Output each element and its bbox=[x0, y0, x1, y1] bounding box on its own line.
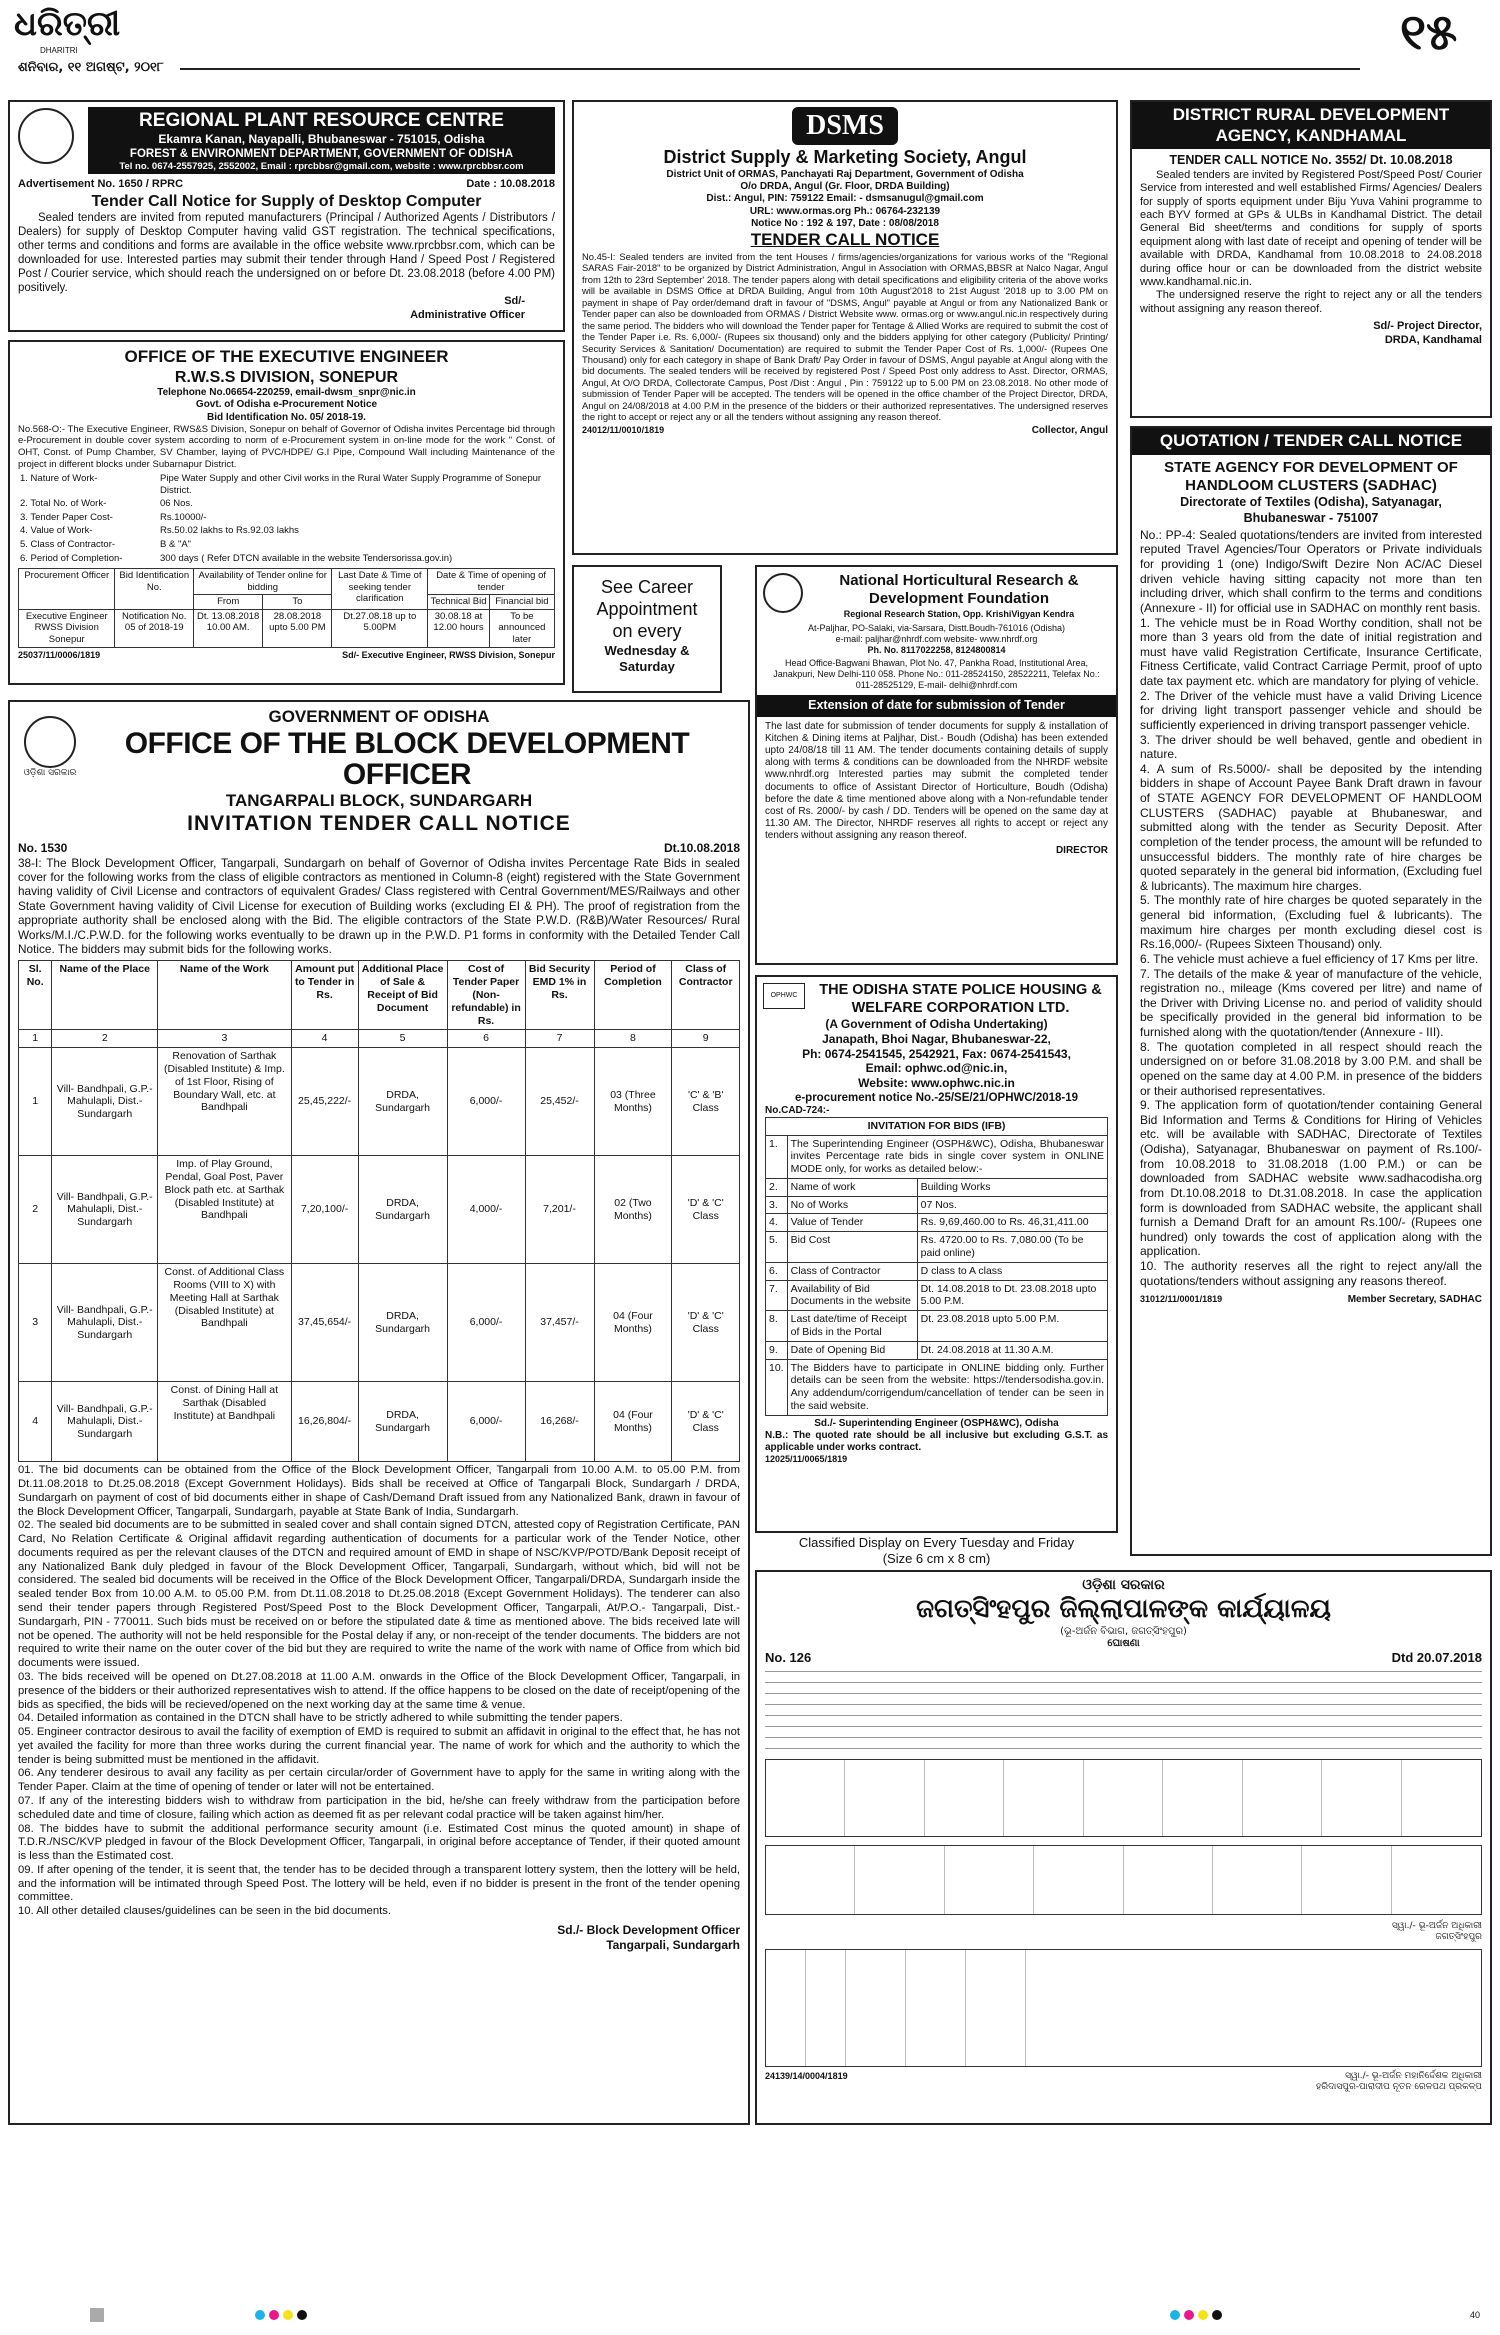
rwss-title: OFFICE OF THE EXECUTIVE ENGINEER bbox=[124, 347, 449, 366]
rprc-dept: FOREST & ENVIRONMENT DEPARTMENT, GOVERNMENT OF ODISHA bbox=[129, 147, 514, 160]
bdo-term: 04. Detailed information as contained in the DTCN shall have to be strictly adhered to while submitting the tender papers. bbox=[18, 1712, 623, 1725]
sadhac-ad bbox=[1130, 426, 1492, 1556]
drda-heading: TENDER CALL NOTICE No. 3552/ Dt. 10.08.2018 bbox=[1169, 153, 1453, 168]
masthead-rule bbox=[180, 68, 1360, 70]
bdo-ad bbox=[8, 700, 750, 2125]
sadhac-item: 10. The authority reserves all the right to reject any/all the quotations/tenders without assigning any reasons thereof. bbox=[1140, 1259, 1482, 1288]
jagat-body bbox=[765, 1671, 1482, 1754]
table-row: 2. Name of work Building Works bbox=[766, 1178, 1108, 1196]
rprc-address: Ekamra Kanan, Nayapalli, Bhubaneswar - 751015, Odisha bbox=[158, 132, 485, 147]
rprc-heading: Tender Call Notice for Supply of Desktop Computer bbox=[91, 192, 482, 210]
rwss-tel: Telephone No.06654-220259, email-dwsm_snpr@nic.in bbox=[157, 387, 416, 399]
table-row: 1 Vill- Bandhpali, G.P.- Mahulapli, Dist.- Sundargarh Renovation of Sarthak (Disabled Institute) & Imp. of 1st Floor, Rising of Boundary Wall, etc. at Bandhpali 25,45,222/- DRDA, Sundargarh 6,000/- 25,452/- 03 (Three Months) 'C' & 'B' Class bbox=[19, 1048, 740, 1156]
table-row: 7. Availability of Bid Documents in the website Dt. 14.08.2018 to Dt. 23.08.2018 upto 5.00 P.M. bbox=[766, 1280, 1108, 1311]
nhrdf-ho: Head Office-Bagwani Bhawan, Plot No. 47, Pankha Road, Institutional Area, Janakpuri, New Delhi-110 058. Phone No.: 011-28524150, 28522211, Telefax No.: 011-28525129, E-mail- delhi@nhrdf.com bbox=[773, 658, 1100, 691]
bdo-title: OFFICE OF THE BLOCK DEVELOPMENT OFFICER bbox=[124, 726, 690, 792]
sadhac-title: STATE AGENCY FOR DEVELOPMENT OF HANDLOOM CLUSTERS (SADHAC) bbox=[1164, 458, 1458, 495]
sadhac-item: 2. The Driver of the vehicle must have a valid Driving Licence for driving light transport passenger vehicle and should be sufficiently experienced in driving transport passenger vehicle. bbox=[1140, 688, 1482, 732]
ophwc-ref: 12025/11/0065/1819 bbox=[765, 1454, 848, 1465]
dsms-line2: O/o DRDA, Angul (Gr. Floor, DRDA Building) bbox=[740, 181, 950, 193]
rprc-ad bbox=[8, 100, 565, 332]
sadhac-sub: Directorate of Textiles (Odisha), Satyanagar, Bhubaneswar - 751007 bbox=[1180, 495, 1442, 525]
ophwc-cad: No.CAD-724:- bbox=[765, 1104, 830, 1116]
dsms-ref: 24012/11/0010/1819 bbox=[582, 424, 665, 435]
career-line2: Appointment bbox=[596, 598, 698, 619]
rwss-items bbox=[18, 472, 555, 565]
ophwc-l1: (A Government of Odisha Undertaking) bbox=[825, 1017, 1048, 1032]
color-bar bbox=[90, 2308, 104, 2322]
sadhac-ref: 31012/11/0001/1819 bbox=[1140, 1294, 1223, 1305]
ophwc-title: THE ODISHA STATE POLICE HOUSING & WELFARE CORPORATION LTD. bbox=[819, 982, 1102, 1016]
footer-page-no: 40 bbox=[1470, 2310, 1481, 2320]
drda-title1: DISTRICT RURAL DEVELOPMENT bbox=[1172, 105, 1450, 124]
nhrdf-addr1: At-Paljhar, PO-Salaki, via-Sarsara, Distt.Boudh-761016 (Odisha) bbox=[807, 622, 1066, 633]
table-row: 4 Vill- Bandhpali, G.P.- Mahulapli, Dist.- Sundargarh Const. of Dining Hall at Sarthak (Disabled Institute) at Bandhpali 16,26,804/- DRDA, Sundargarh 6,000/- 16,268/- 04 (Four Months) 'D' & 'C' Class bbox=[19, 1382, 740, 1462]
jagat-title: ଜଗତ୍‌ସିଂହପୁର ଜିଲ୍ଲାପାଳଙ୍କ କାର୍ଯ୍ୟାଳୟ bbox=[916, 1594, 1331, 1625]
ophwc-sign: Sd./- Superintending Engineer (OSPH&WC), Odisha bbox=[814, 1417, 1059, 1429]
masthead-date: ଶନିବାର, ୧୧ ଅଗଷ୍ଟ, ୨୦୧୮ bbox=[18, 60, 164, 75]
jagat-table-1 bbox=[765, 1759, 1482, 1837]
jagat-date: Dtd 20.07.2018 bbox=[1391, 1650, 1482, 1666]
jagat-sign-block: ସ୍ୱା./- ଭୂ-ଅର୍ଜନ ଅଧିକାରୀ ଜଗତ୍‌ସିଂହପୁର bbox=[1391, 1921, 1482, 1942]
rprc-sign: Sd/- Administrative Officer bbox=[410, 295, 525, 321]
jagat-table-2 bbox=[765, 1845, 1482, 1915]
bdo-term: 07. If any of the interesting bidders wish to withdraw from participation in the bid, he/she can freely withdraw from the participation before scheduled date and time of closure, failing which action as deemed fit as per relevant codal practice will be taken against him/her. bbox=[18, 1794, 740, 1821]
rwss-item: 1. Nature of Work- Pipe Water Supply and other Civil works in the Rural Water Supply Programme of Sonepur District. bbox=[20, 473, 542, 496]
rprc-contact: Tel no. 0674-2557925, 2552002, Email : rprcbbsr@gmail.com, website : www.rprcbbsr.com bbox=[119, 160, 524, 172]
rwss-table: Procurement Officer Bid Identification No. Availability of Tender online for bidding Last Date & Time of seeking tender clarification Date & Time of opening of tender From To Technical Bid Financial bid Executive Engineer RWSS Division Sonepur Notification No. 05 of 2018-19 Dt. 13.08.2018 10.00 AM. 28.08.2018 upto 5.00 PM Dt.27.08.18 up to 5.00PM 30.08.18 at 12.00 hours To be announced later bbox=[18, 568, 555, 647]
career-line3: on every bbox=[612, 620, 682, 641]
bdo-term: 08. The biddes have to submit the additional performance security amount (i.e. Estimated Cost minus the quoted amount) in shape of T.D.R./NSC/KVP pledged in favour of the Block Development Officer, Tangarpali, in original before acceptance of Tender, if their quoted amount is less than the Estimated cost. bbox=[18, 1822, 740, 1863]
newspaper-logo-sub: DHARITRI bbox=[40, 46, 78, 55]
rwss-bid: Bid Identification No. 05/ 2018-19. bbox=[207, 411, 366, 423]
ophwc-logo: OPHWC bbox=[763, 983, 805, 1009]
career-line1: See Career bbox=[600, 577, 694, 597]
dsms-heading: TENDER CALL NOTICE bbox=[750, 230, 940, 250]
table-row: 9. Date of Opening Bid Dt. 24.08.2018 at 11.30 A.M. bbox=[766, 1341, 1108, 1359]
rwss-sign: Sd/- Executive Engineer, RWSS Division, Sonepur bbox=[342, 649, 555, 660]
dsms-line3: Dist.: Angul, PIN: 759122 Email: - dsmsanugul@gmail.com bbox=[706, 193, 984, 205]
bdo-term: 05. Engineer contractor desirous to avail the facility of exemption of EMD is required to submit an affidavit in original to the effect that, he has not yet availed the facility for more than three works during the current financial year. The name of work for which and the authority to which the tender is being submitted must be mentioned in the affidavit. bbox=[18, 1726, 740, 1766]
dsms-sign: Collector, Angul bbox=[1031, 424, 1108, 436]
dsms-line5: Notice No : 192 & 197, Date : 08/08/2018 bbox=[751, 217, 939, 229]
dsms-body: No.45-I: Sealed tenders are invited from the tent Houses / firms/agencies/organizations for various works of the "Regional SARAS Fair-2018" to be organized by District Administration, Angul in Association with ORMAS,BBSR at Nalco Nagar, Angul from 12th to 23rd September' 2018. The tender papers along with detail specifications and eligibility criteria of the above works will be available in DSMS Office at DRDA Building, Angul from 10th August'2018 to 21st August '2018 up to 3.00 PM on payment in shape of Pay order/demand draft in favour of "DSMS, Angul" payable at Angul or from any Nationalized Bank or Tender paper can also be downloaded from ORMAS / District Website www. ormas.org or www.angul.nic.in respectively during the same period. The bidders who will download the Tender paper for Tentage & Allied Works are required to submit the cost of the Tender Paper i.e. Rs. 6,000/- (Rupees six thousand) only and the bidders applying for other category (Publicity/ Printing/ Security Services & Sanitation/ Documentation) are required to submit the Tender Paper Cost of Rs. 1,000/- (Rupees One Thousand) only for each category in shape of Bank Draft/ Pay Order in favour of DSMS, Angul payable at Angul along with the bid documents. The sealed tenders will be received by registered Post / Speed Post only address to Asst. Director, ORMAS, Angul, At O/O DRDA, Collectorate Campus, Post /Dist : Angul , Pin : 759122 up to 5.00 PM on 23.08.2018. No other mode of submission of Tender Paper will be accepted. The tenders will be opened in the office chamber of the Project Director, DRDA, Angul on 24/08/2018 at 4.00 P.M in the presence of the bidders or their authorized representatives. The undersigned reserves the right to accept or reject any or all the tenders without assigning any reason thereof. bbox=[582, 250, 1108, 423]
jagat-table-3 bbox=[765, 1949, 1482, 2067]
nhrdf-title: National Horticultural Research & Development Foundation bbox=[839, 572, 1079, 608]
bdo-intro: 38-I: The Block Development Officer, Tangarpali, Sundargarh on behalf of Governor of Odisha invites Percentage Rate Bids in sealed cover for the following works from the class of eligible contractors as mentioned in Column-8 (eight) registered with the State Government having validity of Civil License and contractors of equivalent Grades/ Class registered with Central Government/MES/Railways and other State Government having validity of Civil License for execution of Building works (excluding EI & PH). The proof of registration from the appropriate authority shall be enclosed along with the Bid. The eligible contractors of the State P.W.D. (R&B)/Water Resources/ Rural Works/M.I./C.P.W.D. for the following works eventually to be drawn up in the P.W.D. P1 forms in conformity with the Detailed Tender Call Notice. The bidders may submit bids for the following works. bbox=[18, 855, 740, 957]
rwss-govt: Govt. of Odisha e-Procurement Notice bbox=[195, 399, 378, 411]
newspaper-logo: ଧରିତ୍ରୀ bbox=[14, 4, 121, 44]
bdo-table bbox=[18, 960, 740, 1462]
bdo-no: No. 1530 bbox=[18, 841, 68, 856]
table-row: 8. Last date/time of Receipt of Bids in the Portal Dt. 23.08.2018 upto 5.00 P.M. bbox=[766, 1311, 1108, 1342]
bdo-table-header: Sl. No. Name of the Place Name of the Work Amount put to Tender in Rs. Additional Place of Sale & Receipt of Bid Document Cost of Tender Paper (Non-refundable) in Rs. Bid Security EMD 1% in Rs. Period of Completion Class of Contractor bbox=[19, 961, 740, 1030]
sadhac-item: 7. The details of the make & year of manufacture of the vehicle, registration no., mileage (Kms covered per litre) and name of the Driver with Driving License no. and period of validity should be specifically provided in the general bid information to be furnished along with the quotation/tender (Annexure - III). bbox=[1140, 966, 1482, 1040]
masthead bbox=[0, 0, 1500, 78]
sadhac-item: 3. The driver should be well behaved, gentle and obedient in nature. bbox=[1140, 732, 1482, 762]
sadhac-item: 9. The application form of quotation/tender containing General Bid Information and Terms & Conditions for Hiring of Vehicles etc. will be available with SADHAC, Directorate of Textiles (Odisha), Satyanagar, Bhubaneswar on payment of Rs.100/- from 10.08.2018 to 31.08.2018 (1.00 P.M.) or can be downloaded from SADHAC website www.sadhacodisha.org from Dt.10.08.2018 to Dt.31.08.2018. In case the application form is downloaded from SADHAC website, the applicant shall furnish a Demand Draft for an amount Rs.100/- (Rupees one hundred) only towards the cost of application along with the application. bbox=[1140, 1098, 1482, 1259]
drda-body: Sealed tenders are invited by Registered Post/Speed Post/ Courier Service from interested and well established Firms/ Agencies/ Dealers for supply of sports equipment under Biju Yuva Vahini programme to each BYV formed at GPs & ULBs in Kandhamal District. The detail General Bid sheet/terms and conditions for supply of sports equipment along with last date of receipt and opening of tender will be available with DRDA, Kandhamal from 10.08.2018 to 24.08.2018 during office hour or can be downloaded from the district website www.kandhamal.nic.in. bbox=[1140, 168, 1482, 288]
ophwc-table: INVITATION FOR BIDS (IFB) 1. The Superintending Engineer (OSPH&WC), Odisha, Bhubaneswar invites Percentage rate bids in single cover system in ONLINE MODE only, for works as detailed below:- 2. Name of work Building Works 3. No of Works 07 Nos. 4. Value of Tender Rs. 9,69,460.00 to Rs. 46,31,411.00 5. Bid Cost Rs. 4720.00 to Rs. 7,080.00 (To be paid online) 6. Class of Contractor D class to A class 7. Availability of Bid Documents in the website Dt. 14.08.2018 to Dt. 23.08.2018 upto 5.00 P.M. 8. Last date/time of Receipt of Bids in the Portal Dt. 23.08.2018 upto 5.00 P.M. 9. Date of Opening Bid Dt. 24.08.2018 at 11.30 A.M. 10. The Bidders have to participate in ONLINE bidding only. Further details can be seen from the website: https://tendersodisha.gov.in. Any addendum/corrigendum/cancellation of tender can be seen in the said website. bbox=[765, 1117, 1108, 1416]
drda-body2: The undersigned reserve the right to reject any or all the tenders without assigning any reason thereof. bbox=[1140, 289, 1482, 315]
ophwc-l6: e-procurement notice No.-25/SE/21/OPHWC/2018-19 bbox=[794, 1091, 1079, 1104]
nhrdf-logo bbox=[763, 573, 803, 613]
sadhac-intro: No.: PP-4: Sealed quotations/tenders are invited from interested reputed Travel Agencies/Tour Operators or Private individuals for providing 1 (one) Indigo/Swift Dezire Non AC/AC Diesel driven vehicle having sitting capacity not more than ten including driver, which shall confirm to the terms and conditions (Annexure - II) for official use in SADHAC on monthly rent basis. bbox=[1140, 527, 1482, 615]
drda-sign: Sd/- Project Director, DRDA, Kandhamal bbox=[1373, 320, 1482, 346]
sadhac-item: 6. The vehicle must achieve a fuel efficiency of 17 Kms per litre. bbox=[1140, 951, 1479, 966]
rwss-item: 6. Period of Completion- 300 days ( Refer DTCN available in the website Tendersorissa.gov.in) bbox=[20, 552, 453, 564]
rprc-logo bbox=[18, 108, 74, 164]
rwss-item: 2. Total No. of Work- 06 Nos. bbox=[20, 498, 193, 510]
rwss-item: 3. Tender Paper Cost- Rs.10000/- bbox=[20, 511, 207, 523]
bdo-date: Dt.10.08.2018 bbox=[663, 841, 740, 856]
drda-ad bbox=[1130, 100, 1492, 418]
drda-title2: AGENCY, KANDHAMAL bbox=[1215, 125, 1407, 145]
bdo-term: 03. The bids received will be opened on Dt.27.08.2018 at 11.00 A.M. onwards in the Office of the Block Development Officer, Tangarpali, in presence of the bidders or their authorized representatives wish to attend. If the office happens to be closed on the date of receipt/opening of the bids as specified, the bids will be recieved/opened on the next working day at the same time & venue. bbox=[18, 1670, 740, 1711]
sadhac-item: 1. The vehicle must be in Road Worthy condition, shall not be more than 3 years old from the date of initial registration and must have valid Registration Certificate, Insurance Certificate, Fitness Certificate, valid Contract Carriage Permit, proof of upto date tax payment etc. which are mandatory for plying of vehicle. bbox=[1140, 615, 1482, 689]
sadhac-bar: QUOTATION / TENDER CALL NOTICE bbox=[1132, 428, 1490, 455]
dsms-line1: District Unit of ORMAS, Panchayati Raj Department, Government of Odisha bbox=[666, 169, 1024, 181]
rwss-row: Executive Engineer RWSS Division Sonepur Notification No. 05 of 2018-19 Dt. 13.08.2018 10.00 AM. 28.08.2018 upto 5.00 PM Dt.27.08.18 up to 5.00PM 30.08.18 at 12.00 hours To be announced later bbox=[19, 609, 555, 647]
rprc-date: Date : 10.08.2018 bbox=[466, 178, 555, 191]
nhrdf-sign: DIRECTOR bbox=[1055, 844, 1108, 856]
bdo-heading: INVITATION TENDER CALL NOTICE bbox=[187, 812, 571, 836]
nhrdf-body: The last date for submission of tender documents for supply & installation of Kitchen & Dining items at Paljhar, Dist.- Boudh (Odisha) has been extended upto 24/08/18 till 11 AM. The tender documents containing details of supply along with terms & conditions can be downloaded from the NHRDF website www.nhrdf.org Interested parties may submit the completed tender documents to office of Assistant Director of Horticulture, Boudh (Odisha) before the date & time mentioned above along with a Non-refundable tender cost of Rs. 2000/- by cash / DD. Tenders will be opened on the same day at 11.30 AM. The Director, NHRDF reserves all rights to accept or reject any tenders without assigning any reason thereof. bbox=[765, 720, 1108, 842]
jagatsinghpur-ad bbox=[755, 1570, 1492, 2125]
dsms-title: District Supply & Marketing Society, Angul bbox=[663, 147, 1027, 168]
nhrdf-addr2: e-mail: paljhar@nhrdf.com website- www.nhrdf.org bbox=[835, 633, 1038, 644]
sadhac-item: 5. The monthly rate of hire charges be quoted separately in the general bid information, (Excluding fuel & lubricants). The maximum hire charges per month excluding diesel cost is Rs.16,000/- (Rupees Sixteen Thousand) only. bbox=[1140, 893, 1482, 952]
ophwc-l2: Janapath, Bhoi Nagar, Bhubaneswar-22, bbox=[822, 1032, 1051, 1046]
print-marks bbox=[0, 2300, 1500, 2335]
rwss-item: 5. Class of Contractor- B & "A" bbox=[20, 539, 192, 551]
rwss-item: 4. Value of Work- Rs.50.02 lakhs to Rs.92.03 lakhs bbox=[20, 525, 299, 537]
cmyk-dots bbox=[1170, 2310, 1222, 2320]
career-box bbox=[572, 565, 722, 693]
sadhac-sign: Member Secretary, SADHAC bbox=[1347, 1294, 1482, 1306]
bdo-sign: Sd./- Block Development Officer Tangarpali, Sundargarh bbox=[557, 1923, 740, 1952]
rprc-body: Sealed tenders are invited from reputed manufacturers (Principal / Authorized Agents / Distributors / Dealers) for supply of Desktop Computer having valid GST registration. The technical specifications, other terms and conditions and forms are available in the office website www.rprcbbsr.com, which can be downloaded for use. Interested parties may submit their tender through Hand / Speed Post / Registered Post / Courier service, which should reach the undersigned on or before Dt. 23.08.2018 (before 4.00 PM) positively. bbox=[18, 212, 555, 295]
ophwc-nb: N.B.: The quoted rate should be all inclusive but excluding G.S.T. as applicable under works contract. bbox=[765, 1430, 1108, 1454]
jagat-ref: 24139/14/0004/1819 bbox=[765, 2070, 848, 2081]
bdo-term: 06. Any tenderer desirous to avail any facility as per certain circular/order of Government have to apply for the same in writing along with the Tender Paper. Claim at the time of opening of tender or later will not be entertained. bbox=[18, 1767, 740, 1794]
bdo-term: 01. The bid documents can be obtained from the Office of the Block Development Officer, Tangarpali from 10.00 A.M. to 05.00 P.M. from Dt.11.08.2018 to Dt.25.08.2018 (Except Government Holidays). Bids shall be received at Office of Tangarpali Block, Sundargarh / DRDA, Sundargarh on payment of cost of bid documents either in shape of Cash/Demand Draft issued from any Nationalized Bank, drawn in favour of the Block Development Officer, Tangarpali, Sundargarh, payable at State Bank of India, Sundargarh. bbox=[18, 1464, 740, 1518]
nhrdf-addr3: Ph. No. 8117022258, 8124800814 bbox=[867, 644, 1006, 655]
nhrdf-ad bbox=[755, 565, 1118, 965]
bdo-term: 09. If after opening of the tender, it is seent that, the tender has to be decided through a transparent lottery system, then the lottery will be held, and the information will be intimated through Speed Post. The lottery will be held, even if no bidder is present in the front of the tender opening committee. bbox=[18, 1863, 740, 1904]
jagat-govt: ଓଡ଼ିଶା ସରକାର bbox=[1082, 1577, 1165, 1593]
bdo-emblem-label: ଓଡ଼ିଶା ସରକାର bbox=[23, 768, 77, 778]
bdo-term: 02. The sealed bid documents are to be submitted in sealed cover and shall contain signed DTCN, attested copy of Registration Certificate, PAN Card, No Relation Certificate & Original affidavit regarding authentication of documents for a particular work of the Tender Notice, other documents required as per the relevant clauses of the DTCN and required amount of EMD in shape of NSC/KVP/POTD/Bank Deposit receipt of any Nationalized Bank duly pledged in favour of the Block Development Officer, Tangarpali, Sundargarh, without which, bid will not be considered. The sealed bid documents will be received in the Office of the Block Development Officer, Tangarpali/DRDA, Sundargarh inside the sealed tender Box from 10.00 A.M. to 05.00 P.M. from Dt.11.08.2018 to Dt.25.08.2018 (Except Government Holidays). The tenderer can also send their tender papers through Registered Post/Speed Post to the Block Development Officer, Tangarpali, At/P.O.- Tangarpali, Dist.- Sundargarh, PIN - 770011. Such bids must be received on or before the stipulated date & time as mentioned above. The bids received late will not be opened. The authority will not be held responsible for the Postal delay if any, or non-receipt of the tender documents. The bidders are not required to write their name on the outer cover of the bid but they are required to write the name of the work with name of Office from which bid documents were issued. bbox=[18, 1519, 740, 1670]
dsms-ad bbox=[572, 100, 1118, 555]
rwss-ad bbox=[8, 340, 565, 685]
table-row: 6. Class of Contractor D class to A class bbox=[766, 1262, 1108, 1280]
rprc-title: REGIONAL PLANT RESOURCE CENTRE bbox=[139, 110, 504, 131]
table-row: 10. The Bidders have to participate in ONLINE bidding only. Further details can be seen from the website: https://tendersodisha.gov.in. Any addendum/corrigendum/cancellation of tender can be seen in the said website. bbox=[766, 1359, 1108, 1415]
ophwc-l5: Website: www.ophwc.nic.in bbox=[858, 1075, 1015, 1090]
sadhac-item: 4. A sum of Rs.5000/- shall be deposited by the intending bidders in shape of Account Payee Bank Draft drawn in favour of STATE AGENCY FOR DEVELOPMENT OF HANDLOOM CLUSTERS (SADHAC) payable at Bhubaneswar, and submitted along with the tender as Security Deposit. After completion of the tender process, the amount will be refunded to unsuccessful bidders. The monthly rate of hire charges be quoted separately in the general bid information, (Excluding fuel & lubricants). The maximum hire charges. bbox=[1140, 761, 1482, 893]
ophwc-l4: Email: ophwc.od@nic.in, bbox=[865, 1061, 1008, 1076]
nhrdf-bar: Extension of date for submission of Tender bbox=[757, 695, 1116, 716]
table-row: 2 Vill- Bandhpali, G.P.- Mahulapli, Dist.- Sundargarh Imp. of Play Ground, Pendal, Goal Post, Paver Block path etc. at Sarthak (Disabled Institute) at Bandhpali 7,20,100/- DRDA, Sundargarh 4,000/- 7,201/- 02 (Two Months) 'D' & 'C' Class bbox=[19, 1156, 740, 1264]
bdo-term: 10. All other detailed clauses/guidelines can be seen in the bid documents. bbox=[18, 1905, 392, 1918]
dsms-line4: URL: www.ormas.org Ph.: 06764-232139 bbox=[749, 205, 941, 217]
nhrdf-sub: Regional Research Station, Opp. KrishiVigyan Kendra bbox=[843, 608, 1075, 619]
classified-note: Classified Display on Every Tuesday and Friday (Size 6 cm x 8 cm) bbox=[798, 1535, 1075, 1566]
bdo-govt: GOVERNMENT OF ODISHA bbox=[268, 707, 490, 726]
sadhac-list bbox=[1140, 616, 1482, 1289]
table-row: 3 Vill- Bandhpali, G.P.- Mahulapli, Dist.- Sundargarh Const. of Additional Class Rooms (VIII to X) with Meeting Hall at Sarthak (Disabled Institute) at Bandhpali 37,45,654/- DRDA, Sundargarh 6,000/- 37,457/- 04 (Four Months) 'D' & 'C' Class bbox=[19, 1264, 740, 1382]
table-row: 1. The Superintending Engineer (OSPH&WC), Odisha, Bhubaneswar invites Percentage rate bids in single cover system in ONLINE MODE only, for works as detailed below:- bbox=[766, 1135, 1108, 1178]
rprc-adv-no: Advertisement No. 1650 / RPRC bbox=[18, 178, 184, 191]
jagat-sign-bottom: ସ୍ୱା./- ଭୂ-ଅର୍ଜନ ମହାନିର୍ଦ୍ଦେଶକ ଅଧିକାରୀ ହରିଦାସପୁର-ପାରାଦୀପ ନୂତନ ରେଳପଥ ପ୍ରକଳ୍ପ bbox=[1316, 2070, 1482, 2092]
sadhac-item: 8. The quotation completed in all respect should reach the undersigned on or before 31.08.2018 by 3.00 P.M. and shall be opened on the same day at 4.00 P.M. in presence of the bidders or their authorised representatives. bbox=[1140, 1039, 1482, 1098]
dsms-logo: DSMS bbox=[792, 107, 898, 145]
rwss-sub: R.W.S.S DIVISION, SONEPUR bbox=[174, 368, 399, 386]
jagat-sub2: ଘୋଷଣା bbox=[1107, 1637, 1140, 1649]
jagat-sub: (ଭୂ-ଅର୍ଜନ ବିଭାଗ, ଜଗତ୍‌ସିଂହପୁର) bbox=[1060, 1625, 1187, 1637]
cmyk-dots bbox=[255, 2310, 307, 2320]
ophwc-ad bbox=[755, 975, 1118, 1533]
bdo-emblem bbox=[20, 716, 80, 779]
jagat-no: No. 126 bbox=[765, 1650, 812, 1666]
table-row: 5. Bid Cost Rs. 4720.00 to Rs. 7,080.00 (To be paid online) bbox=[766, 1232, 1108, 1263]
table-row: 3. No of Works 07 Nos. bbox=[766, 1196, 1108, 1214]
bdo-terms bbox=[18, 1464, 740, 1919]
odisha-emblem-icon bbox=[24, 716, 76, 768]
rwss-ref: 25037/11/0006/1819 bbox=[18, 649, 101, 660]
page-number: ୧୫ bbox=[1400, 3, 1458, 61]
bdo-colnums: 1 2 3 4 5 6 7 8 9 bbox=[19, 1030, 740, 1048]
rwss-body: No.568-O:- The Executive Engineer, RWS&S Division, Sonepur on behalf of Governor of Odisha invites Percentage bid through e-Procurement in double cover system according to norm of e-Procurement system in on-line mode for the work " Const. of OHT, Const. of Pump Chamber, SV Chamber, laying of PVC/HDPE/ G.I Pipe, Compound Wall including Maintenance of the project in different blocks under Subarnapur District. bbox=[18, 423, 555, 470]
table-row: 4. Value of Tender Rs. 9,69,460.00 to Rs. 46,31,411.00 bbox=[766, 1214, 1108, 1232]
ophwc-l3: Ph: 0674-2541545, 2542921, Fax: 0674-2541543, bbox=[802, 1046, 1071, 1061]
career-line4: Wednesday & Saturday bbox=[604, 642, 690, 674]
bdo-sub: TANGARPALI BLOCK, SUNDARGARH bbox=[225, 790, 533, 810]
